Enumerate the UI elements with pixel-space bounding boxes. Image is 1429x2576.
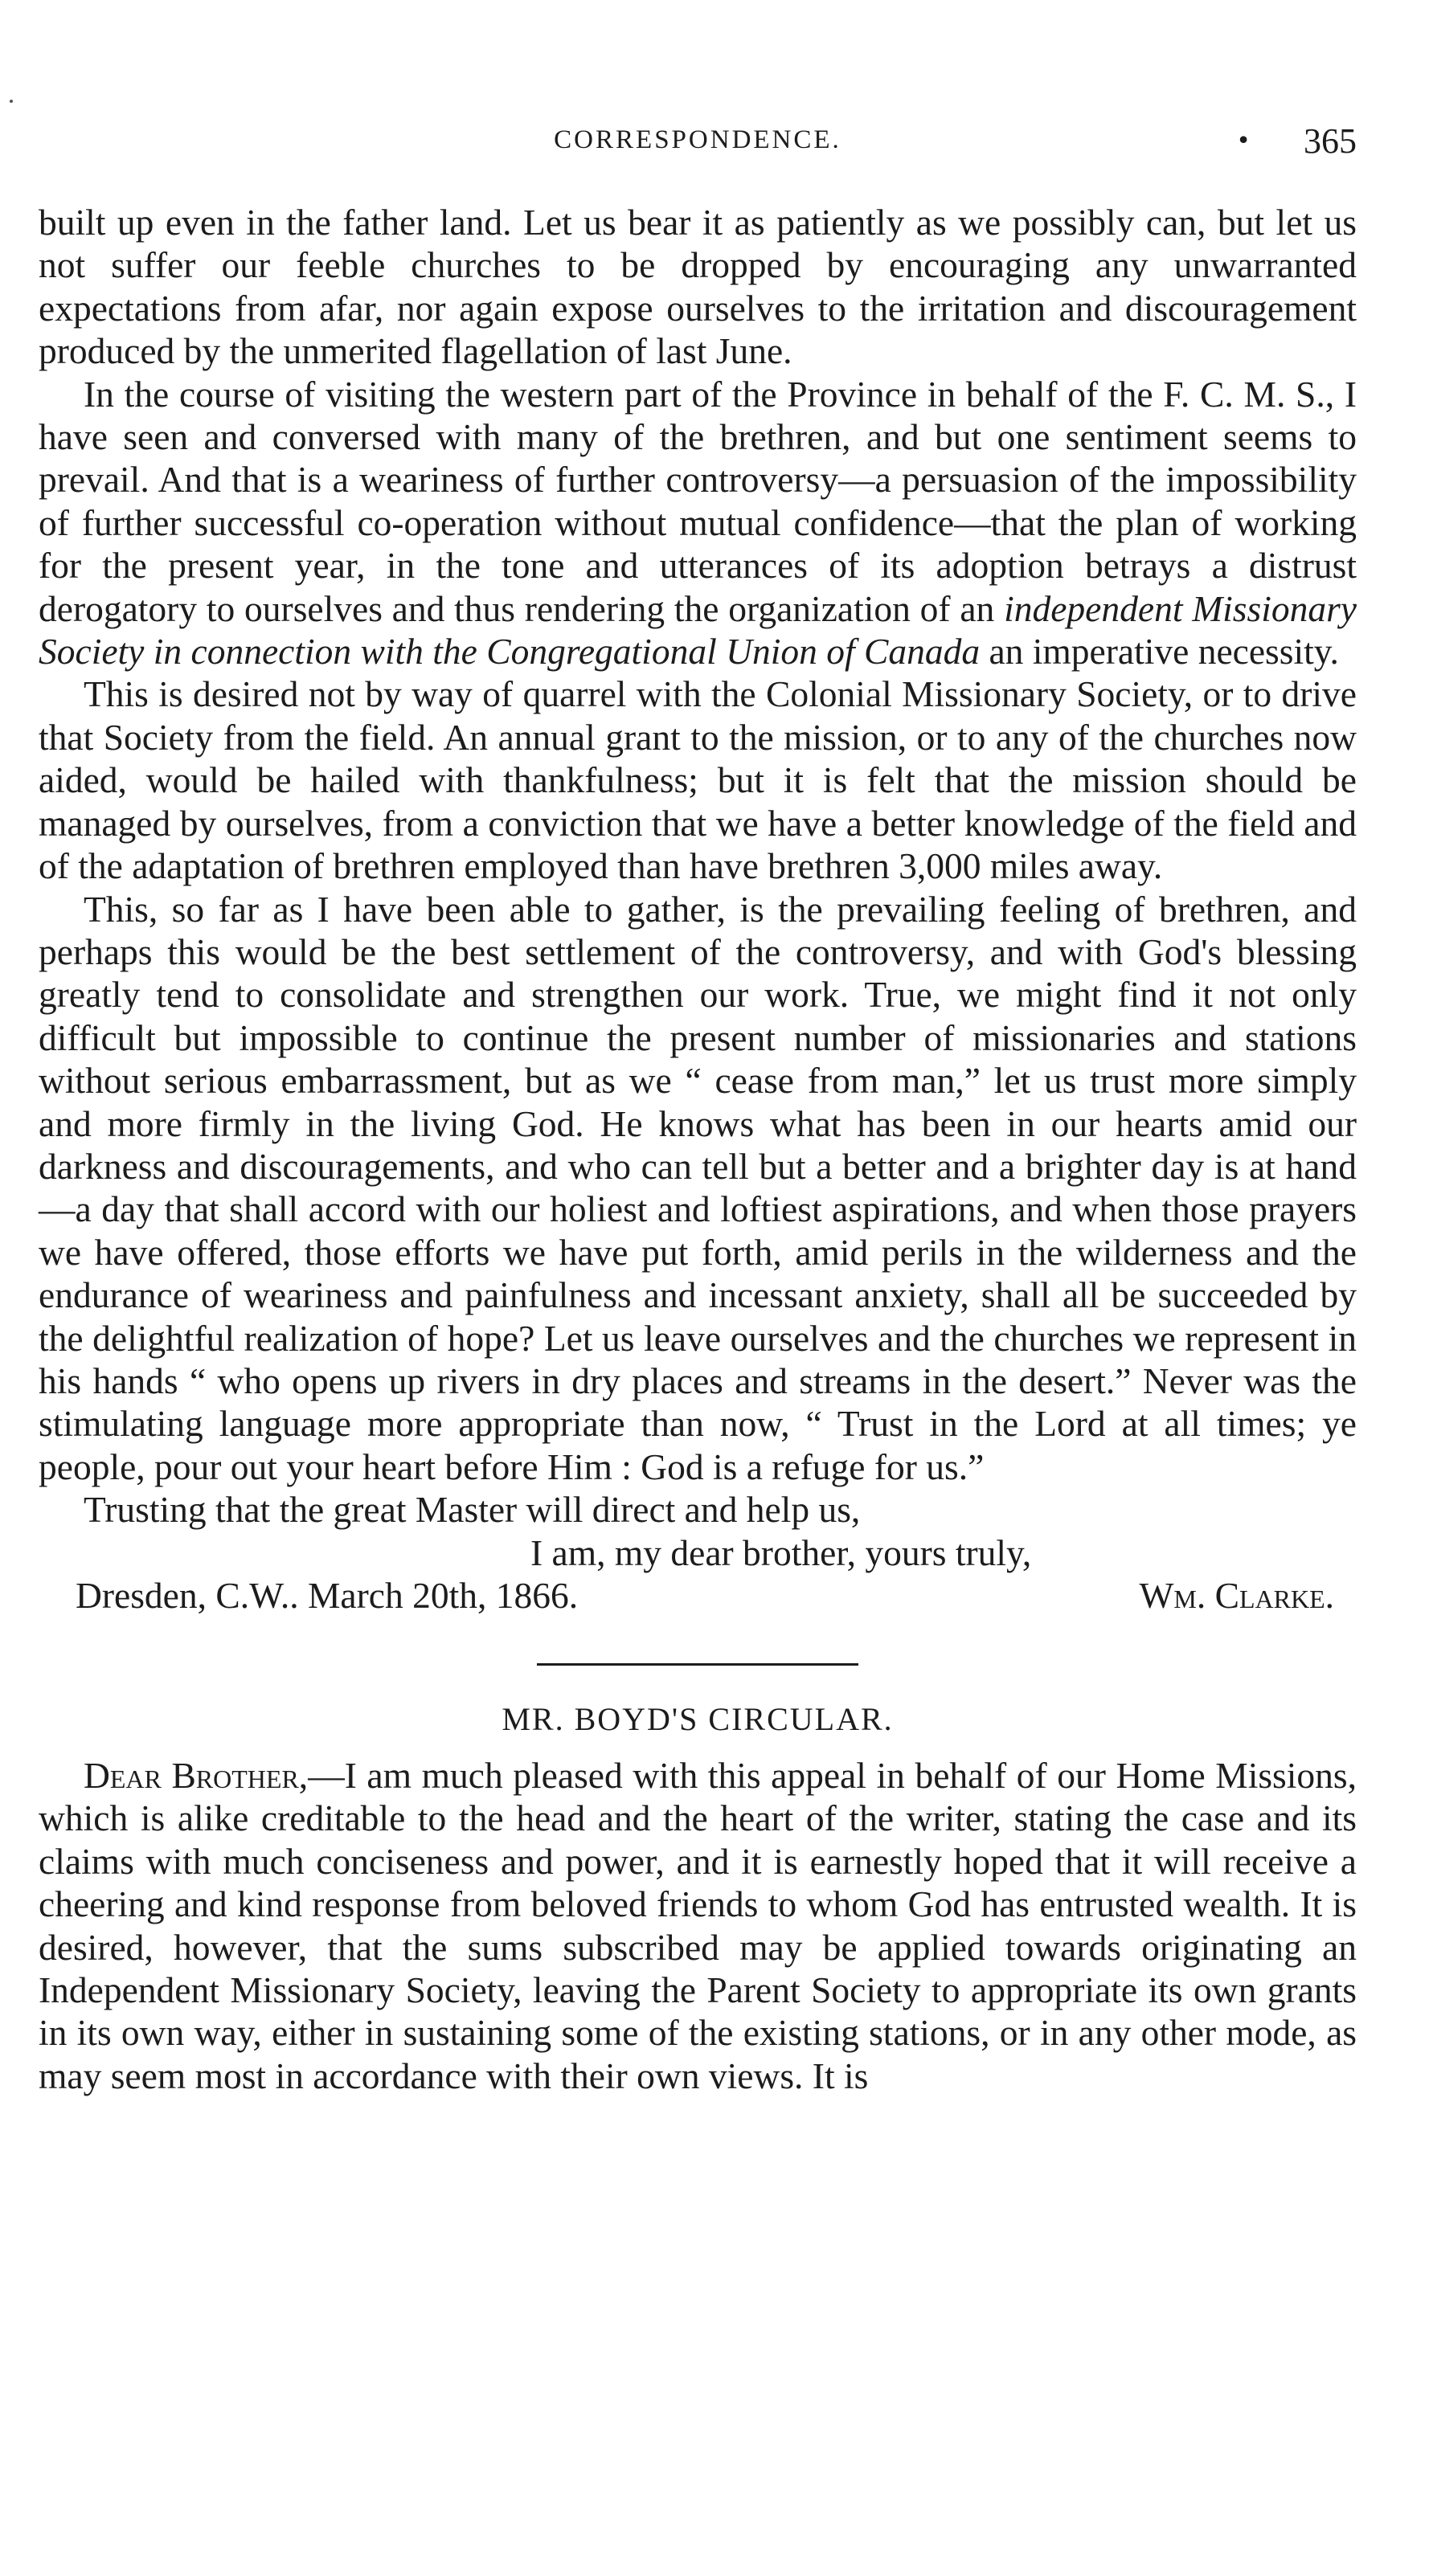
circular-body: —I am much pleased with this appeal in behalf of our Home Missions, which is alike creditable to the head and the heart of the writer, stating the case and its claims with much conciseness and power, and it is earnestly hoped that it will receive a cheering and kind response from beloved friends to whom God has entrusted wealth. It is desired, however, that the sums subscribed may be applied towards originating an Independent Missionary Society, leaving the Parent Society to appropriate its own grants in its own way, either in sustaining some of the existing stations, or in any other mode, as may seem most in accordance with their own views. It is [39, 1755, 1357, 2096]
header-bullet: • [1236, 127, 1251, 155]
page-number: 365 [1304, 121, 1357, 161]
section-heading: MR. BOYD'S CIRCULAR. [502, 1701, 894, 1737]
signature: Wm. Clarke. [1139, 1575, 1334, 1616]
running-title: CORRESPONDENCE. [554, 125, 841, 154]
paragraph-2-italic: independent Missionary Society in connection with the Congregational Union of Canada [39, 587, 1357, 673]
ink-speck [10, 100, 13, 103]
section-divider [537, 1663, 858, 1666]
paragraph-2-end: an imperative necessity. [989, 631, 1339, 673]
paragraph-2-start: In the course of visiting the western part of the Province in behalf of the F. C. M. S., I have seen and conversed with many of the brethren, and but one sentiment seems to prevail. And that is a weariness of further controversy—a persuasion of the impossibility of further successful co-operation without mutual confidence—that the plan of working for the present year, in the tone and utterances of its adoption betrays a distrust derogatory to ourselves and thus rendering the organization of an [39, 373, 1357, 629]
salutation: Dear Brother, [84, 1755, 309, 1796]
letter-paragraph-1: built up even in the father land. Let us bear it as patiently as we possibly can, but let us not suffer our feeble churches to be dropped by encouraging any unwarranted expectations from afar, nor again expose ourselves to the irritation and discouragement produced by the unmerited flagellation of last June. [39, 202, 1357, 372]
letter-valediction: I am, my dear brother, yours truly, [530, 1531, 1032, 1573]
page-body [39, 201, 1357, 2097]
letter-paragraph-2 [39, 373, 1357, 673]
dateline [39, 1574, 1357, 1617]
circular-paragraph [39, 1754, 1357, 2097]
letter-closing: Trusting that the great Master will direct and help us, [84, 1489, 861, 1531]
running-header [39, 121, 1357, 169]
letter-paragraph-4: This, so far as I have been able to gather, is the prevailing feeling of brethren, and perhaps this would be the best settlement of the controversy, and with God's blessing greatly tend to consolidate and strengthen our work. True, we might find it not only difficult but impossible to continue the present number of missionaries and stations without serious embarrassment, but as we “ cease from man,” let us trust more simply and more firmly in the living God. He knows what has been in our hearts amid our darkness and discouragements, and who can tell but a better and a brighter day is at hand —a day that shall accord with our holiest and loftiest aspirations, and when those prayers we have offered, those efforts we have put forth, amid perils in the wilderness and the endurance of weariness and painfulness and incessant anxiety, shall all be succeeded by the delightful realization of hope? Let us leave ourselves and the churches we represent in his hands “ who opens up rivers in dry places and streams in the desert.” Never was the stimulating language more appropriate than now, “ Trust in the Lord at all times; ye people, pour out your heart before Him : God is a refuge for us.” [39, 888, 1357, 1487]
place-and-date: Dresden, C.W.. March 20th, 1866. [76, 1575, 579, 1616]
letter-paragraph-3: This is desired not by way of quarrel with the Colonial Missionary Society, or to drive that Society from the field. An annual grant to the mission, or to any of the churches now aided, would be hailed with thankfulness; but it is felt that the mission should be managed by ourselves, from a conviction that we have a better knowledge of the field and of the adaptation of brethren employed than have brethren 3,000 miles away. [39, 673, 1357, 887]
